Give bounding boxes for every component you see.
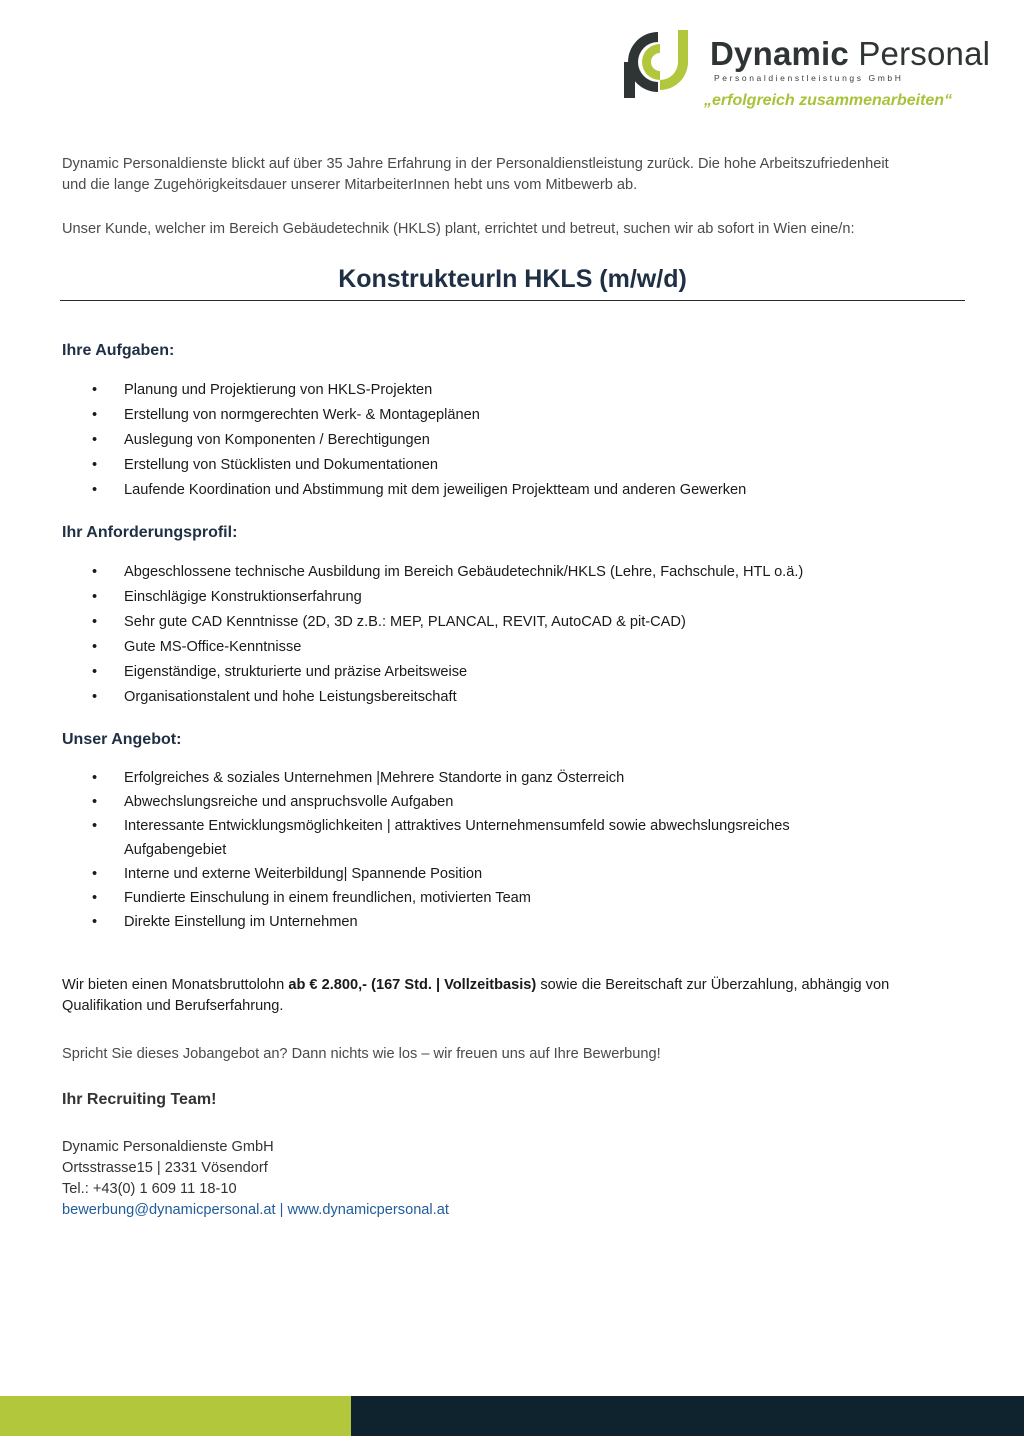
contact-block	[62, 1137, 449, 1221]
salary-line: Wir bieten einen Monatsbruttolohn ab € 2.800,- (167 Std. | Vollzeitbasis) sowie die Bereitschaft zur Überzahlung, abhängig von	[62, 977, 890, 993]
offer-list	[62, 766, 912, 934]
intro-line: Dynamic Personaldienste blickt auf über 35 Jahre Erfahrung in der Personaldienstleistung zurück. Die hohe Arbeitszufriedenheit	[62, 156, 889, 172]
list-item: • Laufende Koordination und Abstimmung mit dem jeweiligen Projektteam und anderen Gewerken	[92, 482, 747, 498]
job-title: KonstrukteurIn HKLS (m/w/d)	[60, 264, 965, 301]
intro-line: und die lange Zugehörigkeitsdauer unserer MitarbeiterInnen hebt uns vom Mitbewerb ab.	[62, 177, 638, 193]
list-item: • Sehr gute CAD Kenntnisse (2D, 3D z.B.: MEP, PLANCAL, REVIT, AutoCAD & pit-CAD)	[92, 614, 686, 630]
salary-line: Qualifikation und Berufserfahrung.	[62, 998, 284, 1014]
profile-list	[62, 560, 912, 710]
list-item: • Erstellung von Stücklisten und Dokumentationen	[92, 457, 438, 473]
offer-heading: Unser Angebot:	[62, 731, 182, 748]
list-item: • Organisationstalent und hohe Leistungsbereitschaft	[92, 689, 457, 705]
list-item: • Interessante Entwicklungsmöglichkeiten | attraktives Unternehmensumfeld sowie abwechslungsreiches	[92, 818, 790, 834]
list-item: • Interne und externe Weiterbildung| Spannende Position	[92, 866, 483, 882]
company-logo	[618, 24, 990, 116]
tasks-list	[62, 378, 912, 503]
list-item: • Abwechslungsreiche und anspruchsvolle Aufgaben	[92, 794, 454, 810]
tasks-heading: Ihre Aufgaben:	[62, 342, 175, 359]
list-item: • Planung und Projektierung von HKLS-Projekten	[92, 382, 433, 398]
company-name: Dynamic Personaldienste GmbH	[62, 1139, 274, 1155]
list-item: • Direkte Einstellung im Unternehmen	[92, 914, 358, 930]
client-paragraph: Unser Kunde, welcher im Bereich Gebäudetechnik (HKLS) plant, errichtet und betreut, suchen wir ab sofort in Wien eine/n:	[62, 221, 855, 237]
intro-paragraph	[62, 154, 962, 196]
list-item-continuation: Aufgabengebiet	[124, 842, 227, 858]
team-signature: Ihr Recruiting Team!	[62, 1091, 217, 1108]
address: Ortsstrasse15 | 2331 Vösendorf	[62, 1160, 268, 1176]
dp-logo-icon	[620, 26, 698, 98]
list-item: • Erstellung von normgerechten Werk- & Montageplänen	[92, 407, 480, 423]
call-to-action: Spricht Sie dieses Jobangebot an? Dann nichts wie los – wir freuen uns auf Ihre Bewerbung!	[62, 1046, 661, 1062]
list-item: • Abgeschlossene technische Ausbildung im Bereich Gebäudetechnik/HKLS (Lehre, Fachschule, HTL o.ä.)	[92, 564, 804, 580]
phone: Tel.: +43(0) 1 609 11 18-10	[62, 1181, 237, 1197]
list-item: • Erfolgreiches & soziales Unternehmen |Mehrere Standorte in ganz Österreich	[92, 770, 625, 786]
contact-links[interactable]: bewerbung@dynamicpersonal.at | www.dynamicpersonal.at	[62, 1202, 449, 1218]
list-item: • Gute MS-Office-Kenntnisse	[92, 639, 302, 655]
list-item: • Auslegung von Komponenten / Berechtigungen	[92, 432, 430, 448]
logo-wordmark: Dynamic Personal	[710, 35, 991, 72]
footer-bar-green	[0, 1396, 351, 1436]
list-item: • Fundierte Einschulung in einem freundlichen, motivierten Team	[92, 890, 531, 906]
salary-paragraph	[62, 975, 962, 1017]
logo-subtitle: Personaldienstleistungs GmbH	[714, 73, 904, 83]
logo-slogan: „erfolgreich zusammenarbeiten“	[704, 92, 953, 109]
profile-heading: Ihr Anforderungsprofil:	[62, 524, 238, 541]
footer-bar-dark	[351, 1396, 1024, 1436]
list-item: • Einschlägige Konstruktionserfahrung	[92, 589, 362, 605]
list-item: • Eigenständige, strukturierte und präzise Arbeitsweise	[92, 664, 468, 680]
